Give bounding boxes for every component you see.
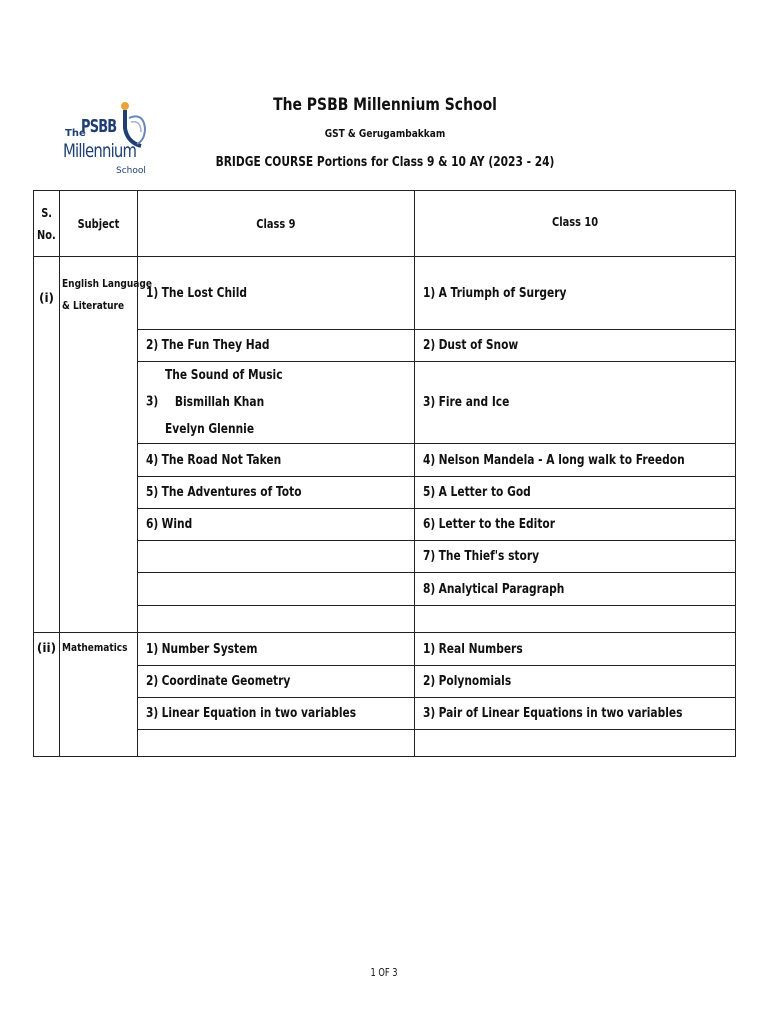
class9-cell: 3) Linear Equation in two variables	[138, 698, 415, 730]
class10-cell	[415, 730, 736, 757]
sno-cell: (ii)	[34, 633, 60, 757]
table-row-empty	[34, 730, 736, 757]
table-row	[34, 444, 736, 477]
table-row	[34, 541, 736, 573]
class10-cell: 8) Analytical Paragraph	[415, 573, 736, 606]
class9-cell	[138, 541, 415, 573]
sno-cell: (i)	[34, 257, 60, 633]
class9-cell	[138, 730, 415, 757]
header-subject: Subject	[60, 191, 138, 257]
portions-table	[33, 190, 736, 757]
table-row	[34, 698, 736, 730]
class9-cell: 3) The Sound of Music Bismillah Khan Evelyn Glennie	[138, 362, 415, 444]
school-logo	[59, 94, 155, 182]
class10-cell: 2) Polynomials	[415, 666, 736, 698]
class10-cell: 1) Real Numbers	[415, 633, 736, 666]
table-row	[34, 573, 736, 606]
class9-cell: 5) The Adventures of Toto	[138, 477, 415, 509]
header-class10: Class 10	[415, 191, 736, 257]
school-name: The PSBB Millennium School	[273, 95, 497, 115]
class9-cell: 1) The Lost Child	[138, 257, 415, 330]
table-row	[34, 509, 736, 541]
class10-cell: 3) Fire and Ice	[415, 362, 736, 444]
table-row-empty	[34, 606, 736, 633]
class9-cell	[138, 573, 415, 606]
class10-cell: 5) A Letter to God	[415, 477, 736, 509]
table-row	[34, 666, 736, 698]
class10-cell: 3) Pair of Linear Equations in two variables	[415, 698, 736, 730]
class10-cell	[415, 606, 736, 633]
class10-cell: 4) Nelson Mandela - A long walk to Freedon	[415, 444, 736, 477]
page-number: 1 OF 3	[370, 966, 398, 979]
logo-psbb: PSBB	[81, 116, 117, 137]
table-row	[34, 330, 736, 362]
document-title: BRIDGE COURSE Portions for Class 9 & 10 AY (2023 - 24)	[215, 155, 555, 170]
table-row	[34, 257, 736, 330]
class9-cell: 1) Number System	[138, 633, 415, 666]
logo-millennium: Millennium	[63, 140, 137, 162]
class10-cell: 6) Letter to the Editor	[415, 509, 736, 541]
table-row	[34, 633, 736, 666]
branch-name: GST & Gerugambakkam	[324, 127, 446, 140]
class10-cell: 7) The Thief's story	[415, 541, 736, 573]
class9-cell: 2) Coordinate Geometry	[138, 666, 415, 698]
class9-cell: 2) The Fun They Had	[138, 330, 415, 362]
class10-cell: 1) A Triumph of Surgery	[415, 257, 736, 330]
class10-cell: 2) Dust of Snow	[415, 330, 736, 362]
class9-cell	[138, 606, 415, 633]
table-header-row	[34, 191, 736, 257]
header-class9: Class 9	[138, 191, 415, 257]
logo-the: The	[65, 128, 86, 139]
class9-cell: 6) Wind	[138, 509, 415, 541]
header-sno: S. No.	[34, 191, 60, 257]
table-row	[34, 477, 736, 509]
table-row	[34, 362, 736, 444]
subject-cell: Mathematics	[60, 633, 138, 757]
logo-school: School	[116, 166, 146, 176]
class9-cell: 4) The Road Not Taken	[138, 444, 415, 477]
item-number: 3)	[146, 394, 159, 410]
subject-cell: English Language & Literature	[60, 257, 138, 633]
